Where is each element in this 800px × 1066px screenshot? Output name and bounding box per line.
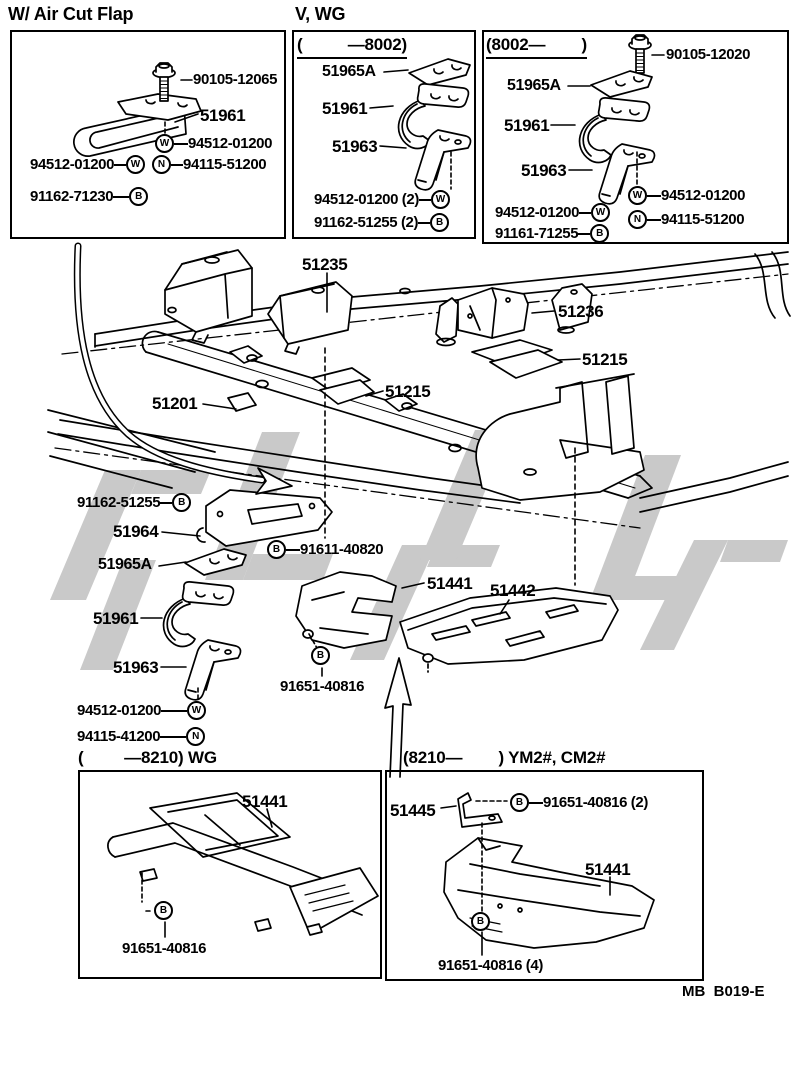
part-label-91162-71230: 91162-71230 <box>30 188 114 205</box>
part-row-bolt-b-box1 <box>30 187 148 206</box>
leader-dash <box>160 736 186 738</box>
leader-dash <box>529 802 543 804</box>
washer-symbol: W <box>126 155 145 174</box>
part-label-51965A-box3: 51965A <box>507 77 561 94</box>
bolt-symbol: B <box>154 901 173 920</box>
washer-symbol: W <box>155 134 174 153</box>
part-label-94512-01200-main: 94512-01200 <box>77 702 162 719</box>
pad-51215-right <box>472 340 562 378</box>
part-label-51965A-box2: 51965A <box>322 63 376 80</box>
page-title: W/ Air Cut Flap <box>8 4 134 24</box>
part-label-51964: 51964 <box>113 522 159 541</box>
part-label-94512-01200-c: 94512-01200 <box>661 187 746 204</box>
part-label-94512-01200-b: 94512-01200 <box>30 156 115 173</box>
part-row-bolt-b-box3 <box>495 224 609 243</box>
part-label-51236: 51236 <box>558 302 604 321</box>
part-label-91611-40820: 91611-40820 <box>300 541 384 558</box>
part-label-91651-40816-2: 91651-40816 (2) <box>543 794 648 811</box>
support-bracket-group <box>476 374 644 500</box>
range-header-from-8210: (8210— ) YM2#, CM2# <box>403 748 606 767</box>
bolt-symbol: B <box>267 540 286 559</box>
part-row-91651-40816-2 <box>510 793 648 812</box>
bolt-symbol: B <box>311 646 330 665</box>
leader-dash <box>419 199 431 201</box>
part-label-90105-12020: 90105-12020 <box>666 46 751 63</box>
part-label-51961-main: 51961 <box>93 609 139 628</box>
part-label-91651-40816-main: 91651-40816 <box>280 678 365 695</box>
part-label-51441-br: 51441 <box>585 860 631 879</box>
part-row-washer-box2 <box>314 190 450 209</box>
bolt-symbol: B <box>172 493 191 512</box>
leader-dash <box>161 710 187 712</box>
part-row-91611-40820 <box>267 540 383 559</box>
part-row-94115-41200-main <box>77 727 205 746</box>
bolt-symbol: B <box>471 912 490 931</box>
part-label-51201: 51201 <box>152 394 198 413</box>
leader-dash <box>578 233 590 235</box>
leader-dash <box>160 502 172 504</box>
part-label-94512-01200-a: 94512-01200 <box>188 135 273 152</box>
part-label-94115-51200-box3: 94115-51200 <box>661 211 745 228</box>
part-label-91651-40816-bl: 91651-40816 <box>122 940 207 957</box>
leader-dash <box>647 219 661 221</box>
part-row-washer-right-box1 <box>155 134 272 153</box>
part-row-91162-51255 <box>77 493 191 512</box>
part-label-94512-01200-d: 94512-01200 <box>495 204 580 221</box>
part-label-51961-box1: 51961 <box>200 106 246 125</box>
part-label-51963-main: 51963 <box>113 658 159 677</box>
part-label-94512-01200-2: 94512-01200 (2) <box>314 191 419 208</box>
range-header-to-8002: ( —8002) <box>297 35 407 59</box>
part-row-washer-nut-box1 <box>30 155 266 174</box>
part-label-91651-40816-4: 91651-40816 (4) <box>438 957 543 974</box>
part-label-91162-51255-2: 91162-51255 (2) <box>314 214 419 231</box>
leader-dash <box>171 164 183 166</box>
box-v-wg-title: V, WG <box>295 4 346 24</box>
bolt-symbol: B <box>430 213 449 232</box>
bolt-symbol: B <box>129 187 148 206</box>
leader-dash <box>174 143 188 145</box>
nut-symbol: N <box>186 727 205 746</box>
part-label-51963-box3: 51963 <box>521 161 567 180</box>
part-label-51442: 51442 <box>490 581 536 600</box>
leader-dash <box>113 196 129 198</box>
leader-dash <box>418 222 430 224</box>
range-header-from-8002: (8002— ) <box>486 35 587 59</box>
page-code: MB B019-E <box>682 983 765 1000</box>
part-label-94115-41200: 94115-41200 <box>77 728 161 745</box>
nut-symbol: N <box>152 155 171 174</box>
leader-dash <box>579 212 591 214</box>
part-row-washer-right-box3 <box>628 186 745 205</box>
part-label-51215-right: 51215 <box>582 350 628 369</box>
part-label-51961-box3: 51961 <box>504 116 550 135</box>
washer-symbol: W <box>591 203 610 222</box>
part-label-51441-mid: 51441 <box>427 574 473 593</box>
leader-dash <box>114 164 126 166</box>
part-label-51441-bl: 51441 <box>242 792 288 811</box>
part-row-washer-left-box3 <box>495 203 610 222</box>
bracket-51964 <box>197 490 332 546</box>
part-label-51235: 51235 <box>302 255 348 274</box>
bracket-51236 <box>436 288 528 346</box>
range-header-to-8210: ( —8210) WG <box>78 748 217 767</box>
part-label-51965A-main: 51965A <box>98 556 152 573</box>
pad-51215-mid <box>312 368 374 404</box>
part-label-90105-12065: 90105-12065 <box>193 71 278 88</box>
washer-symbol: W <box>431 190 450 209</box>
washer-symbol: W <box>628 186 647 205</box>
nut-symbol: N <box>628 210 647 229</box>
part-row-bolt-b-box2 <box>314 213 449 232</box>
part-row-nut-box3 <box>628 210 744 229</box>
part-row-94512-01200-main <box>77 701 206 720</box>
part-label-91161-71255: 91161-71255 <box>495 225 579 242</box>
part-label-51963-box2: 51963 <box>332 137 378 156</box>
leader-dash <box>647 195 661 197</box>
bolt-symbol: B <box>510 793 529 812</box>
part-label-91162-51255: 91162-51255 <box>77 494 161 511</box>
part-label-51445: 51445 <box>390 801 436 820</box>
bolt-symbol: B <box>590 224 609 243</box>
part-label-51215-mid: 51215 <box>385 382 431 401</box>
part-label-94115-51200: 94115-51200 <box>183 156 267 173</box>
leader-dash <box>286 549 300 551</box>
washer-symbol: W <box>187 701 206 720</box>
part-label-51961-box2: 51961 <box>322 99 368 118</box>
